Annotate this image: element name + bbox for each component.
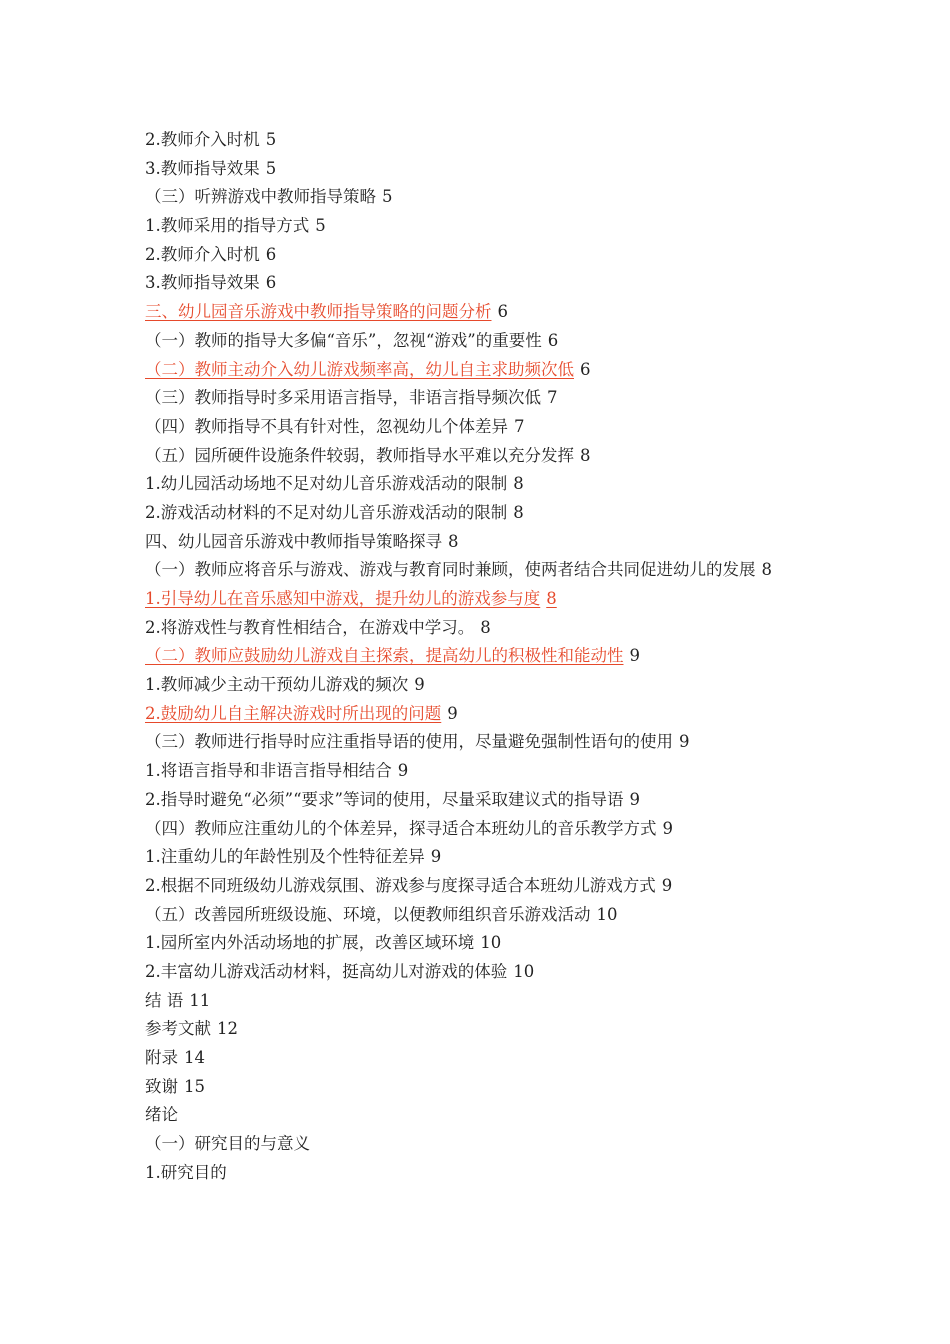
toc-entry-page: 12 bbox=[217, 1019, 238, 1039]
toc-entry-page: 7 bbox=[547, 388, 558, 408]
toc-entry bbox=[0, 212, 950, 241]
toc-entry-page: 15 bbox=[184, 1076, 205, 1096]
toc-entry-page: 14 bbox=[184, 1048, 205, 1068]
toc-entry-page: 5 bbox=[265, 130, 277, 149]
toc-entry-title: 结 语 bbox=[145, 990, 184, 1010]
toc-entry-page: 9 bbox=[447, 703, 458, 723]
toc-entry bbox=[0, 1073, 950, 1102]
toc-entry-title: 2.教师介入时机 bbox=[145, 130, 260, 149]
toc-entry bbox=[0, 843, 950, 872]
toc-entry-page: 9 bbox=[629, 646, 640, 666]
toc-entry bbox=[0, 901, 950, 930]
toc-entry-title: （一）教师应将音乐与游戏、游戏与教育同时兼顾，使两者结合共同促进幼儿的发展 bbox=[145, 560, 756, 580]
toc-entry bbox=[0, 528, 950, 557]
toc-entry-link[interactable]: （二）教师应鼓励幼儿游戏自主探索，提高幼儿的积极性和能动性 bbox=[145, 646, 624, 666]
toc-entry-title: 1.研究目的 bbox=[145, 1162, 227, 1182]
toc-entry-link[interactable]: 三、幼儿园音乐游戏中教师指导策略的问题分析 bbox=[145, 302, 492, 322]
toc-entry-title: 绪论 bbox=[145, 1105, 178, 1125]
toc-entry-page[interactable]: 8 bbox=[546, 589, 557, 609]
toc-entry-title: 2.教师介入时机 bbox=[145, 244, 260, 264]
toc-entry-page: 10 bbox=[513, 961, 535, 981]
toc-entry-title: （五）园所硬件设施条件较弱，教师指导水平难以充分发挥 bbox=[145, 445, 574, 465]
toc-entry[interactable] bbox=[0, 298, 950, 327]
toc-entry-title: （三）教师进行指导时应注重指导语的使用，尽量避免强制性语句的使用 bbox=[145, 732, 673, 752]
toc-entry-title: 四、幼儿园音乐游戏中教师指导策略探寻 bbox=[145, 531, 442, 551]
toc-entry bbox=[0, 987, 950, 1016]
toc-entry-title: （四）教师指导不具有针对性，忽视幼儿个体差异 bbox=[145, 416, 508, 436]
toc-entry bbox=[0, 384, 950, 413]
toc-entry-title: 2.丰富幼儿游戏活动材料，挺高幼儿对游戏的体验 bbox=[145, 961, 508, 981]
toc-entry-page: 6 bbox=[265, 244, 277, 264]
toc-entry-page: 6 bbox=[265, 273, 277, 293]
toc-entry bbox=[0, 1159, 950, 1188]
toc-entry[interactable] bbox=[0, 585, 950, 614]
toc-entry-title: 1.幼儿园活动场地不足对幼儿音乐游戏活动的限制 bbox=[145, 474, 508, 494]
toc-entry bbox=[0, 614, 950, 643]
toc-entry-page: 6 bbox=[547, 330, 559, 350]
toc-entry bbox=[0, 155, 950, 184]
toc-entry-page: 5 bbox=[382, 187, 393, 207]
toc-entry bbox=[0, 1101, 950, 1130]
toc-entry-page: 6 bbox=[580, 359, 591, 379]
toc-entry-page: 8 bbox=[580, 445, 591, 465]
toc-entry bbox=[0, 1130, 950, 1159]
toc-entry bbox=[0, 728, 950, 757]
toc-entry-page: 9 bbox=[414, 675, 425, 695]
toc-entry bbox=[0, 815, 950, 844]
toc-entry bbox=[0, 556, 950, 585]
toc-entry-page: 9 bbox=[397, 761, 409, 781]
toc-entry bbox=[0, 126, 950, 155]
toc-entry-page: 9 bbox=[661, 875, 673, 895]
toc-entry-page: 9 bbox=[662, 818, 673, 838]
toc-entry bbox=[0, 929, 950, 958]
toc-entry[interactable] bbox=[0, 356, 950, 385]
toc-entry-title: 3.教师指导效果 bbox=[145, 273, 260, 293]
table-of-contents bbox=[0, 126, 950, 1187]
toc-entry bbox=[0, 757, 950, 786]
toc-entry-title: 参考文献 bbox=[145, 1019, 211, 1039]
toc-entry-link[interactable]: 1.引导幼儿在音乐感知中游戏，提升幼儿的游戏参与度 bbox=[145, 589, 541, 609]
toc-entry-title: 2.游戏活动材料的不足对幼儿音乐游戏活动的限制 bbox=[145, 502, 508, 522]
toc-entry bbox=[0, 413, 950, 442]
toc-entry bbox=[0, 1044, 950, 1073]
toc-entry-title: 2.将游戏性与教育性相结合，在游戏中学习。 bbox=[145, 617, 475, 637]
toc-entry-page: 9 bbox=[679, 732, 690, 752]
toc-entry bbox=[0, 1015, 950, 1044]
toc-entry[interactable] bbox=[0, 700, 950, 729]
toc-entry-title: （一）教师的指导大多偏“音乐”，忽视“游戏”的重要性 bbox=[145, 330, 542, 350]
toc-entry-page: 9 bbox=[629, 789, 640, 809]
toc-entry-page: 8 bbox=[448, 531, 459, 551]
toc-entry bbox=[0, 872, 950, 901]
toc-entry bbox=[0, 671, 950, 700]
toc-entry-page: 7 bbox=[514, 416, 525, 436]
toc-entry-page: 5 bbox=[265, 158, 277, 178]
toc-entry-title: 1.将语言指导和非语言指导相结合 bbox=[145, 761, 392, 781]
toc-entry-title: （三）教师指导时多采用语言指导，非语言指导频次低 bbox=[145, 388, 541, 408]
toc-entry-link[interactable]: 2.鼓励幼儿自主解决游戏时所出现的问题 bbox=[145, 703, 442, 723]
toc-entry bbox=[0, 241, 950, 270]
toc-entry-page: 8 bbox=[761, 560, 772, 580]
toc-entry-page: 8 bbox=[513, 474, 524, 494]
toc-entry-title: （三）听辨游戏中教师指导策略 bbox=[145, 187, 376, 207]
toc-entry bbox=[0, 327, 950, 356]
toc-entry-title: 附录 bbox=[145, 1048, 178, 1068]
toc-entry bbox=[0, 470, 950, 499]
toc-entry bbox=[0, 499, 950, 528]
toc-entry bbox=[0, 183, 950, 212]
toc-entry[interactable] bbox=[0, 642, 950, 671]
toc-entry-page: 8 bbox=[480, 617, 491, 637]
toc-entry bbox=[0, 269, 950, 298]
toc-entry-title: （一）研究目的与意义 bbox=[145, 1134, 310, 1154]
toc-entry-link[interactable]: （二）教师主动介入幼儿游戏频率高，幼儿自主求助频次低 bbox=[145, 359, 574, 379]
toc-entry-page: 10 bbox=[480, 933, 502, 953]
toc-entry-title: 3.教师指导效果 bbox=[145, 158, 260, 178]
toc-entry-title: 1.教师采用的指导方式 bbox=[145, 216, 310, 236]
toc-entry-title: 1.教师减少主动干预幼儿游戏的频次 bbox=[145, 675, 409, 695]
toc-entry-page: 6 bbox=[497, 302, 508, 322]
toc-entry-page: 9 bbox=[430, 847, 442, 867]
toc-entry-page: 10 bbox=[596, 904, 618, 924]
toc-entry bbox=[0, 958, 950, 987]
toc-entry bbox=[0, 786, 950, 815]
toc-entry-title: 致谢 bbox=[145, 1076, 178, 1096]
toc-entry-title: 1.园所室内外活动场地的扩展，改善区域环境 bbox=[145, 933, 475, 953]
toc-entry-page: 11 bbox=[189, 990, 211, 1010]
toc-entry-page: 5 bbox=[315, 216, 326, 236]
toc-entry bbox=[0, 442, 950, 471]
toc-entry-title: 2.根据不同班级幼儿游戏氛围、游戏参与度探寻适合本班幼儿游戏方式 bbox=[145, 875, 656, 895]
toc-entry-title: （五）改善园所班级设施、环境，以便教师组织音乐游戏活动 bbox=[145, 904, 591, 924]
toc-entry-title: 1.注重幼儿的年龄性别及个性特征差异 bbox=[145, 847, 425, 867]
toc-entry-title: （四）教师应注重幼儿的个体差异，探寻适合本班幼儿的音乐教学方式 bbox=[145, 818, 657, 838]
toc-entry-page: 8 bbox=[513, 502, 524, 522]
toc-entry-title: 2.指导时避免“必须”“要求”等词的使用，尽量采取建议式的指导语 bbox=[145, 789, 624, 809]
